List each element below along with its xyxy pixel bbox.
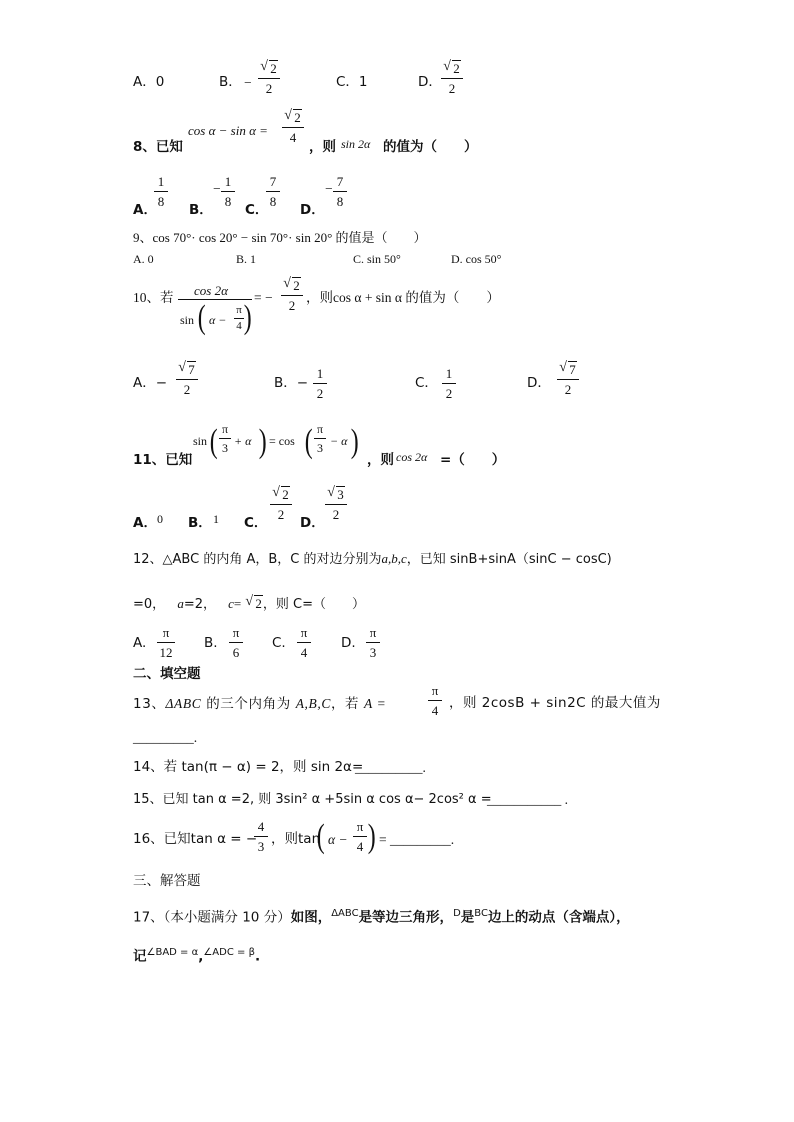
q17-rutu: 如图，: [290, 909, 332, 926]
q17-equilateral: 是等边三角形，: [358, 909, 454, 926]
q10-option-b: B．−: [274, 375, 309, 391]
q12-line2: =0， a=2， c= √ 2，则 C=（ ）: [133, 594, 365, 612]
q8-ask: 的值为（ ）: [383, 139, 478, 155]
q12-c-radicand: 2: [255, 596, 262, 611]
q11-eq-cos: = cos: [269, 434, 295, 448]
q17-angle-bad: ∠BAD = α: [146, 947, 199, 958]
section-fill-in-title: 二、填空题: [133, 666, 201, 682]
q12-option-d: D.: [341, 635, 356, 651]
q7-option-b-minus: −: [244, 75, 252, 90]
q8-option-c-fraction: 7 8: [266, 175, 280, 208]
q17-line1: [133, 909, 630, 925]
q17-comma: ,: [198, 948, 204, 965]
q7-option-d: D．: [418, 74, 442, 90]
q17-period: .: [254, 948, 261, 965]
q8-option-a-fraction: 1 8: [154, 175, 168, 208]
q10-rhs-fraction: √ 2 2: [281, 279, 303, 312]
q12-option-b: B.: [204, 635, 218, 651]
q16-answer-blank[interactable]: _________.: [390, 832, 455, 847]
q17-shi: 是: [460, 909, 475, 926]
q8-option-c: C．: [245, 202, 269, 218]
q7-option-a: A．0: [133, 74, 165, 90]
q17-line2: [133, 948, 260, 964]
q11-option-d-fraction: √ 3 2: [325, 488, 347, 521]
q13-post: ，则 2cosB + sin2C 的最大值为: [449, 695, 661, 711]
q14-stem: 14、若 tan(π − α) = 2，则 sin 2α=: [133, 759, 364, 775]
q13-pre: 13、: [133, 696, 166, 712]
q11-option-b: B．: [188, 515, 212, 531]
q12-option-b-fraction: π 6: [229, 626, 243, 659]
q15-stem: 15、已知 tan α =2, 则 3sin² α +5sin α cos α− 2cos² α =: [133, 792, 492, 807]
q14-answer-blank[interactable]: __________.: [355, 760, 426, 775]
q7-option-b: B．: [219, 74, 242, 90]
q12-option-c: C.: [272, 635, 286, 651]
q8-option-d-fraction: 7 8: [333, 175, 347, 208]
q12-option-c-fraction: π 4: [297, 626, 311, 659]
q12-line2a: =0，: [133, 597, 166, 612]
q11-option-d: D．: [300, 515, 325, 531]
q10-option-c: C．: [415, 375, 438, 391]
q9-option-c: C. sin 50°: [353, 252, 401, 266]
q16-mid: ，则tan: [271, 831, 321, 847]
q13-ruo: ，若: [330, 696, 365, 712]
q11-option-c: C．: [244, 515, 268, 531]
q13-abc: A,B,C: [295, 696, 331, 711]
q16-prefix: 16、已知tan α = −: [133, 831, 258, 847]
q12-c-eq: =: [233, 596, 242, 611]
q16-pi-over-4: π 4: [353, 820, 367, 853]
q11-minus-alpha: − α: [330, 434, 348, 448]
q13-fraction: π 4: [428, 684, 442, 717]
q11-then: ，则: [367, 452, 394, 468]
q12-line1b-text: ，已知 sinB+sinA（sinC − cosC): [406, 552, 612, 567]
q11-pi-over-3-b: π 3: [314, 423, 326, 454]
exam-page: A．0 B． − √ 2 2 C．1 D． √ 2 2 8、已知 cos α − sin α = √ 2 4 ，则 sin 2α 的值为（ ） A． 1 8 B． − 1 8 C． 7 8 D． − 7 8 9、cos 70°· cos 20° − sin 70°· sin 20° 的值是（ ） A. 0 B. 1 C. sin 50° D. cos 50° 10、若 cos 2α sin ( α − π 4 ) = − √ 2 2 ，则cos α + sin α 的值为（ ） A．− √ 7 2 B．− 1 2 C． 1 2 D． √ 7 2 11、已知 sin ( π 3 + α ) = cos ( π 3 − α ) ，则 cos 2α =（ ） A． 0 B． 1 C． √ 2 2 D． √ 3 2 12、△ABC 的内角 A，B，C 的对边分别为a,b,c，已知 sinB+sinA（sinC − cosC) =0， a=2， c= √ 2，则 C=（ ） A. π 12 B. π 6 C. π 4 D. π 3 二、填空题 13、ΔABC 的三个内角为 A,B,C，若 A = π 4 ，则 2cosB + sin2C 的最大值为 _________. 14、若 tan(π − α) = 2，则 sin 2α= __________. 15、已知 tan α =2, 则 3sin² α +5sin α cos α− 2cos² α = ___________ . 16、已知tan α = − 4 3 ，则tan ( α − π 4 ) = _________. 三、解答题 17、（本小题满分 10 分）如图，$^{\Delta ABC}$是等边三角形，$^D$是$^{BC}$边上的动点（含端点）， 记$^{\angle BAD = \alpha}$,$^{\angle ADC = \beta}$.: [133, 59, 661, 965]
q10-equals: = −: [254, 290, 273, 305]
q8-prefix: 8、已知: [133, 139, 183, 155]
q12-option-a: A.: [133, 635, 147, 651]
q10-option-c-fraction: 1 2: [442, 367, 456, 400]
q11-option-a: A．: [133, 515, 157, 531]
q10-option-d-fraction: √ 7 2: [557, 363, 579, 396]
q11-plus-alpha: + α: [234, 434, 252, 448]
q8-option-b-minus: −: [213, 181, 221, 196]
q7-option-b-fraction: √ 2 2: [258, 62, 280, 95]
q8-option-d: D．: [300, 202, 325, 218]
q11-option-a-value: 0: [157, 512, 163, 526]
q11-option-c-fraction: √ 2 2: [270, 488, 292, 521]
section-answer-title: 三、解答题: [133, 873, 201, 889]
q10-den-pi-over-4: π 4: [234, 305, 244, 332]
q15-answer-blank[interactable]: ___________ .: [487, 792, 568, 807]
q11-given-equation: sin ( π 3 + α ) = cos ( π 3 − α ): [193, 422, 359, 460]
q13-answer-blank[interactable]: _________.: [133, 730, 198, 745]
q12-line2b: ，则 C=（ ）: [262, 597, 365, 612]
q12-a-val: =2，: [183, 597, 216, 612]
q12-c: c: [228, 596, 234, 611]
q13-a-equals: A =: [364, 696, 387, 711]
q10-numerator: cos 2α: [194, 283, 228, 298]
q10-option-d: D．: [527, 375, 551, 391]
q10-option-a: A．−: [133, 375, 168, 391]
q11-sin: sin: [193, 434, 208, 448]
q9-option-b: B. 1: [236, 252, 257, 266]
q10-option-b-fraction: 1 2: [313, 367, 327, 400]
q9-stem: 9、cos 70°· cos 20° − sin 70°· sin 20° 的值是（ ）: [133, 230, 427, 245]
q10-main-fraction: cos 2α sin ( α − π 4 ): [180, 283, 252, 336]
q17-score-note: 17、（本小题满分 10 分）: [133, 909, 291, 926]
q7-option-d-fraction: √ 2 2: [441, 62, 463, 95]
q12-vars: a,b,c: [381, 551, 407, 566]
q8-target: sin 2α: [341, 137, 371, 151]
q16-inner: α −: [328, 832, 348, 847]
q8-option-a: A．: [133, 202, 157, 218]
q10-prefix: 10、若: [133, 290, 174, 305]
q11-prefix: 11、已知: [133, 452, 193, 468]
q17-ji: 记: [133, 948, 147, 965]
q13-stem: [133, 697, 386, 712]
q17-angle-adc: ∠ADC = β: [203, 947, 255, 958]
q11-pi-over-3-a: π 3: [219, 423, 231, 454]
q8-option-d-minus: −: [325, 181, 333, 196]
q8-then: ，则: [309, 139, 336, 155]
q10-ask: ，则cos α + sin α 的值为（ ）: [306, 290, 500, 305]
q12-line1-text: 12、△ABC 的内角 A，B，C 的对边分别为: [133, 552, 382, 567]
q12-option-d-fraction: π 3: [366, 626, 380, 659]
q10-den-sin: sin: [180, 313, 195, 327]
q11-target: cos 2α: [396, 450, 428, 464]
q17-point-d: D: [453, 908, 461, 919]
q8-option-b-fraction: 1 8: [221, 175, 235, 208]
q8-given-fraction: √ 2 4: [282, 111, 304, 144]
q12-a: a: [177, 596, 184, 611]
q17-triangle: ΔABC: [331, 908, 359, 919]
q17-side-bc: BC: [474, 908, 488, 919]
q12-option-a-fraction: π 12: [157, 626, 175, 659]
q8-option-b: B．: [189, 202, 213, 218]
q13-triangle: ΔABC: [165, 696, 202, 711]
q11-option-b-value: 1: [213, 512, 219, 526]
q10-option-a-fraction: √ 7 2: [176, 363, 198, 396]
q16-fraction: 4 3: [254, 820, 268, 853]
q10-den-alpha: α −: [209, 313, 227, 327]
q16-equals: =: [379, 832, 387, 847]
q17-moving-point: 边上的动点（含端点），: [487, 909, 630, 926]
q12-line1: [133, 552, 612, 566]
q9-option-a: A. 0: [133, 252, 154, 266]
q9-option-d: D. cos 50°: [451, 252, 502, 266]
q13-mid: 的三个内角为: [201, 696, 296, 712]
q8-given-lhs: cos α − sin α =: [188, 123, 268, 138]
q7-option-c: C．1: [336, 74, 368, 90]
q11-ask: =（ ）: [440, 452, 506, 468]
